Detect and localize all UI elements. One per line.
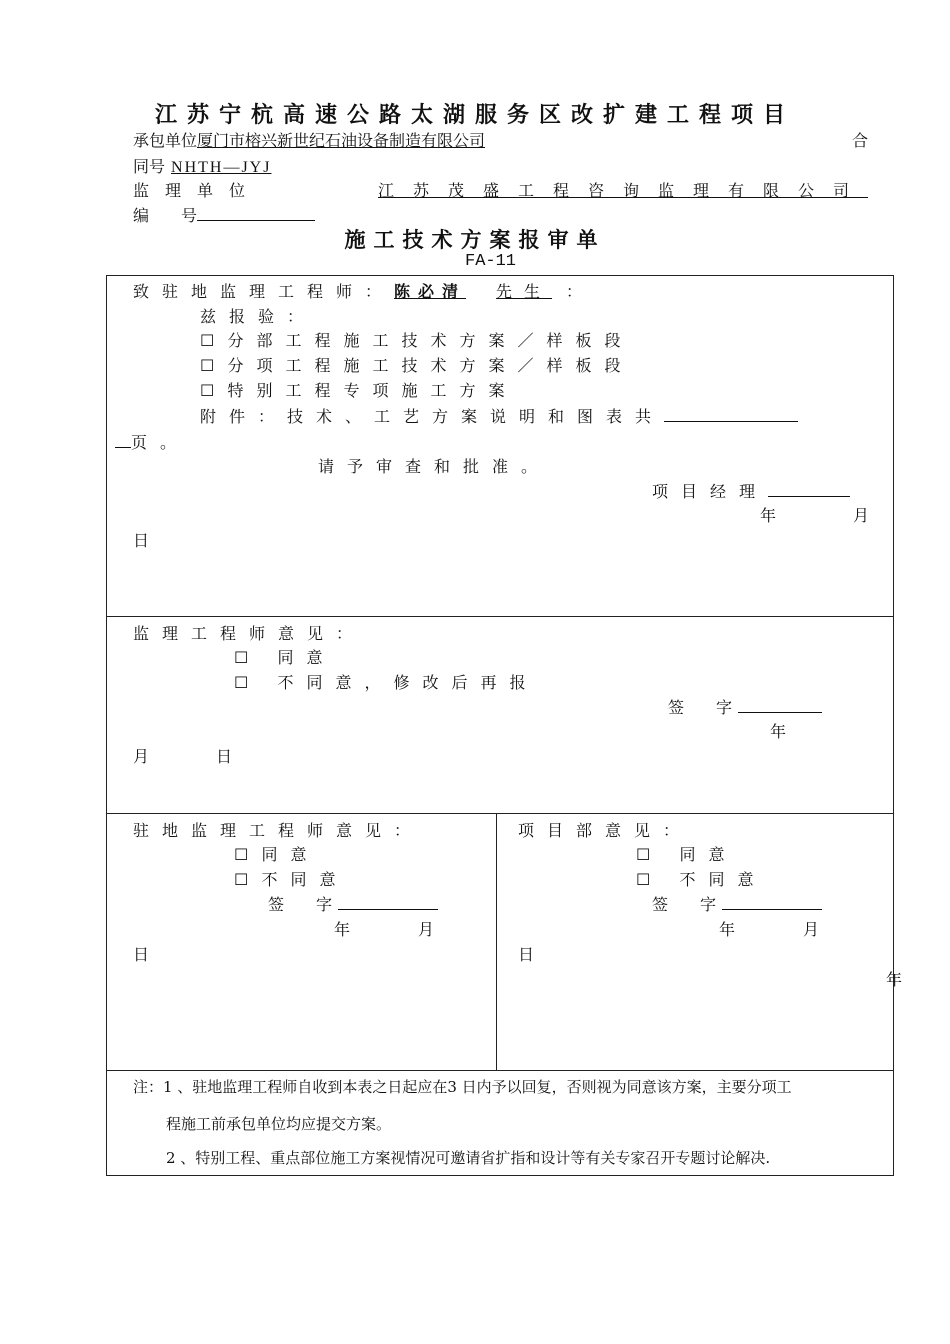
contract-value: NHTH—JYJ — [171, 159, 272, 176]
checkbox-icon[interactable]: ☐ — [234, 845, 249, 864]
project-title: 江苏宁杭高速公路太湖服务区改扩建工程项目 — [154, 103, 795, 128]
engineer-suffix: 先生 — [496, 282, 553, 301]
s2-sign-line — [668, 695, 822, 718]
s1-year: 年 — [760, 506, 777, 525]
s3l-year: 年 — [334, 920, 351, 939]
to-label: 致驻地监理工程师： — [133, 282, 395, 301]
s3r-agree-label: 同意 — [679, 845, 738, 864]
s3l-sign-label: 签 字 — [268, 895, 333, 914]
form-code: FA-11 — [465, 252, 517, 271]
s3r-agree-row[interactable] — [636, 842, 737, 865]
checkbox-icon[interactable]: ☐ — [234, 870, 249, 889]
section3-left-label: 驻地监理工程师意见： — [133, 821, 424, 840]
s3r-month: 月 — [803, 920, 820, 939]
option3-label: 特别工程专项施工方案 — [227, 381, 518, 400]
contract-label: 同号 — [133, 157, 166, 176]
option3-row[interactable] — [200, 378, 517, 401]
s2-disagree-label: 不同意，修改后再报 — [277, 673, 539, 692]
pages-line — [115, 430, 189, 453]
contract-label-right: 合 — [852, 131, 869, 150]
s3r-sign-label: 签 字 — [652, 895, 717, 914]
request-text: 请予审查和批准。 — [318, 457, 551, 476]
s2-signature-blank[interactable] — [738, 698, 822, 713]
contractor-value: 厦门市榕兴新世纪石油设备制造有限公司 — [197, 131, 486, 150]
s3l-month: 月 — [418, 920, 435, 939]
manager-line — [652, 479, 850, 502]
divider-vertical — [496, 813, 497, 1070]
s2-day: 日 — [216, 747, 233, 766]
contractor-label: 承包单位 — [133, 131, 198, 150]
divider-1 — [106, 616, 894, 617]
s2-disagree-row[interactable] — [234, 670, 538, 693]
engineer-name: 陈必清 — [394, 282, 467, 301]
section1-to — [133, 279, 595, 302]
s3l-signature-blank[interactable] — [338, 895, 438, 910]
s2-agree-label: 同意 — [277, 648, 336, 667]
s1-month: 月 — [853, 506, 870, 525]
attachment-label: 附件：技术、工艺方案说明和图表共 — [200, 407, 665, 426]
s3l-disagree-label: 不同意 — [261, 870, 349, 889]
s1-day: 日 — [133, 531, 150, 550]
report-label: 兹报验： — [200, 307, 317, 326]
s2-month: 月 — [133, 747, 150, 766]
option2-row[interactable] — [200, 353, 633, 376]
s2-year: 年 — [770, 722, 787, 741]
checkbox-icon[interactable]: ☐ — [234, 673, 249, 692]
checkbox-icon[interactable]: ☐ — [234, 648, 249, 667]
s2-agree-row[interactable] — [234, 645, 335, 668]
divider-2 — [106, 813, 894, 814]
contractor-line — [133, 128, 485, 151]
s3l-agree-label: 同意 — [261, 845, 320, 864]
s3l-disagree-row[interactable] — [234, 867, 348, 890]
form-title: 施工技术方案报审单 — [344, 228, 606, 252]
section3-right-label: 项目部意见： — [518, 821, 693, 840]
checkbox-icon[interactable]: ☐ — [200, 356, 215, 375]
supervisor-label: 监 理 单 位 — [133, 181, 246, 200]
supervisor-value: 江苏茂盛工程咨询监理有限公司 — [377, 181, 868, 200]
number-label: 编 号 — [133, 206, 198, 225]
number-line — [133, 203, 315, 226]
option1-label: 分部工程施工技术方案／样板段 — [227, 331, 634, 350]
stray-year: 年 — [886, 970, 903, 989]
manager-signature-blank[interactable] — [768, 482, 850, 497]
s3r-sign-line — [652, 892, 822, 915]
number-blank[interactable] — [197, 206, 315, 221]
s3r-year: 年 — [719, 920, 736, 939]
attachment-line — [200, 404, 798, 427]
s3l-agree-row[interactable] — [234, 842, 319, 865]
s3l-sign-line — [268, 892, 438, 915]
s3r-disagree-row[interactable] — [636, 867, 766, 890]
s3r-disagree-label: 不同意 — [679, 870, 767, 889]
divider-3 — [106, 1070, 894, 1071]
note-line-2: 程施工前承包单位均应提交方案。 — [166, 1115, 392, 1133]
to-colon: ： — [566, 282, 596, 301]
note-line-1: 注：1 、驻地监理工程师自收到本表之日起应在3 日内予以回复，否则视为同意该方案，主要分项工 — [133, 1078, 792, 1096]
checkbox-icon[interactable]: ☐ — [200, 381, 215, 400]
checkbox-icon[interactable]: ☐ — [636, 845, 651, 864]
pages-label: 页。 — [131, 433, 190, 452]
note-line-3: 2 、特别工程、重点部位施工方案视情况可邀请省扩指和设计等有关专家召开专题讨论解决. — [166, 1149, 771, 1167]
section2-label: 监理工程师意见： — [133, 624, 366, 643]
manager-label: 项目经理 — [652, 482, 769, 501]
contract-line — [133, 154, 289, 177]
checkbox-icon[interactable]: ☐ — [636, 870, 651, 889]
checkbox-icon[interactable]: ☐ — [200, 331, 215, 350]
s3r-day: 日 — [518, 945, 535, 964]
s3l-day: 日 — [133, 945, 150, 964]
option2-label: 分项工程施工技术方案／样板段 — [227, 356, 634, 375]
attachment-pages-blank[interactable] — [664, 407, 798, 422]
option1-row[interactable] — [200, 328, 633, 351]
s2-sign-label: 签 字 — [668, 698, 733, 717]
pages-blank[interactable] — [115, 433, 131, 448]
s3r-signature-blank[interactable] — [722, 895, 822, 910]
